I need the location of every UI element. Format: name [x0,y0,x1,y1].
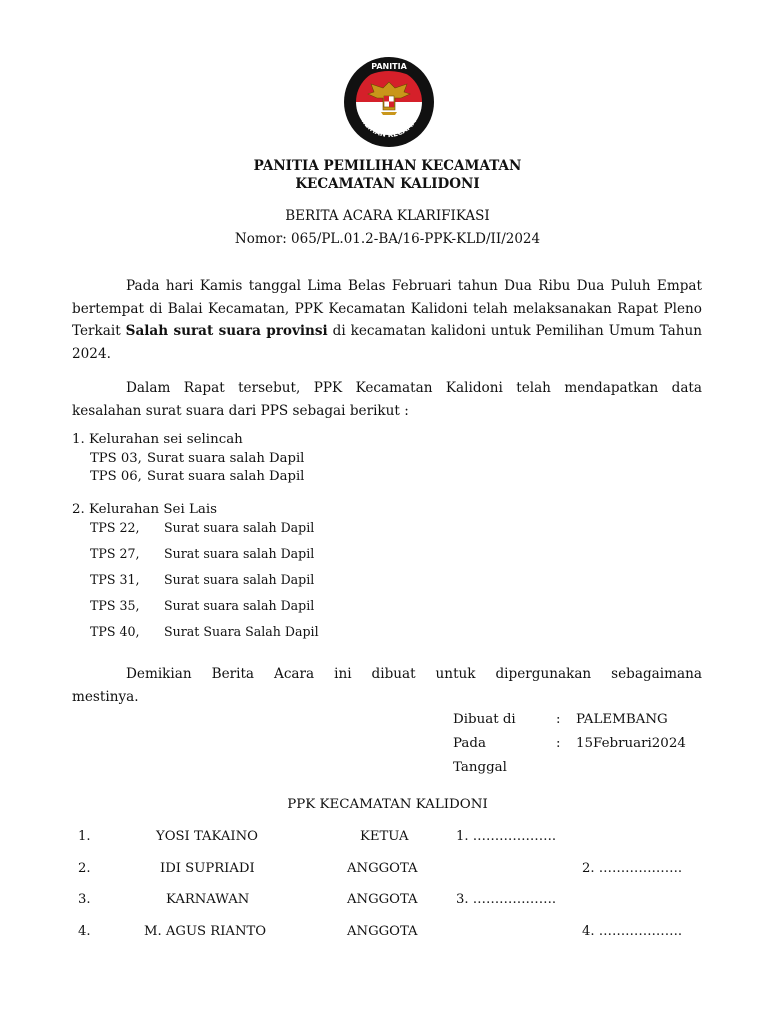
signatory-role: KETUA [360,829,409,844]
tps-code: TPS 35, [90,598,140,613]
logo-top-text: PANITIA [371,62,407,71]
made-at-colon: : [556,712,561,727]
signatory-number: 4. [78,924,91,939]
signatory-number: 1. [78,829,91,844]
table-row [0,861,768,881]
paragraph-meeting-text: Dalam Rapat tersebut, PPK Kecamatan Kalidoni telah mendapatkan data kesalahan surat suara dari PPS sebagai berikut : [72,380,702,419]
section2-heading: 2. Kelurahan Sei Lais [72,502,218,517]
table-row [0,892,768,912]
signature-line: 3. ………………. [456,892,557,907]
date-colon: : [556,736,561,751]
ppk-logo [341,54,437,150]
signatory-number: 2. [78,861,91,876]
signatory-number: 3. [78,892,91,907]
paragraph-opening-text-b: di kecamatan kalidoni untuk Pemilihan Umum Tahun 2024. [72,323,703,362]
signatory-name: YOSI TAKAINO [156,829,258,844]
tps-code: TPS 03, [90,451,142,466]
signature-line: 2. ………………. [582,861,683,876]
closing-line-2: mestinya. [72,689,139,705]
tps-description: Surat suara salah Dapil [164,572,315,587]
tps-description: Surat suara salah Dapil [164,598,315,613]
tps-code: TPS 22, [90,520,140,535]
table-row [0,924,768,944]
paragraph-opening [72,275,702,365]
paragraph-opening-text-a: Pada hari Kamis tanggal Lima Belas Februari tahun Dua Ribu Dua Puluh Empat bertempat di Balai Kecamatan, PPK Kecamatan Kalidoni telah melaksanakan Rapat Pleno Terkait [72,278,702,339]
committee-name: PANITIA PEMILIHAN KECAMATAN [253,158,522,174]
signature-line: 4. ………………. [582,924,683,939]
signatory-name: KARNAWAN [166,892,250,907]
made-at-value: PALEMBANG [576,712,668,727]
signatory-role: ANGGOTA [347,892,418,907]
section1-heading: 1. Kelurahan sei selincah [72,432,243,447]
signatory-role: ANGGOTA [347,924,418,939]
date-label-line-1: Pada [453,736,486,751]
date-label-line-2: Tanggal [453,760,507,775]
table-row [0,829,768,849]
date-value: 15Februari2024 [576,736,686,751]
tps-code: TPS 27, [90,546,140,561]
document-title: BERITA ACARA KLARIFIKASI [285,208,490,224]
tps-description: Surat Suara Salah Dapil [164,624,319,639]
signatory-name: IDI SUPRIADI [160,861,255,876]
made-at-label: Dibuat di [453,712,516,727]
signatory-role: ANGGOTA [347,861,418,876]
tps-description: Surat suara salah Dapil [147,451,305,466]
closing-line-1: Demikian Berita Acara ini dibuat untuk dipergunakan sebagaimana [126,666,702,682]
tps-code: TPS 06, [90,469,142,484]
tps-code: TPS 40, [90,624,140,639]
tps-description: Surat suara salah Dapil [164,520,315,535]
paragraph-opening-bold: Salah surat suara provinsi [125,323,328,339]
paragraph-meeting [72,377,702,422]
logo-ring-text: PEMILIHAN KECAMATAN [355,105,423,140]
tps-description: Surat suara salah Dapil [164,546,315,561]
document-number: Nomor: 065/PL.01.2-BA/16-PPK-KLD/II/2024 [234,231,541,247]
tps-code: TPS 31, [90,572,140,587]
district-name: KECAMATAN KALIDONI [295,176,480,192]
signature-line: 1. ………………. [456,829,557,844]
signatory-name: M. AGUS RIANTO [144,924,267,939]
tps-description: Surat suara salah Dapil [147,469,305,484]
committee-title: PPK KECAMATAN KALIDONI [287,797,488,812]
